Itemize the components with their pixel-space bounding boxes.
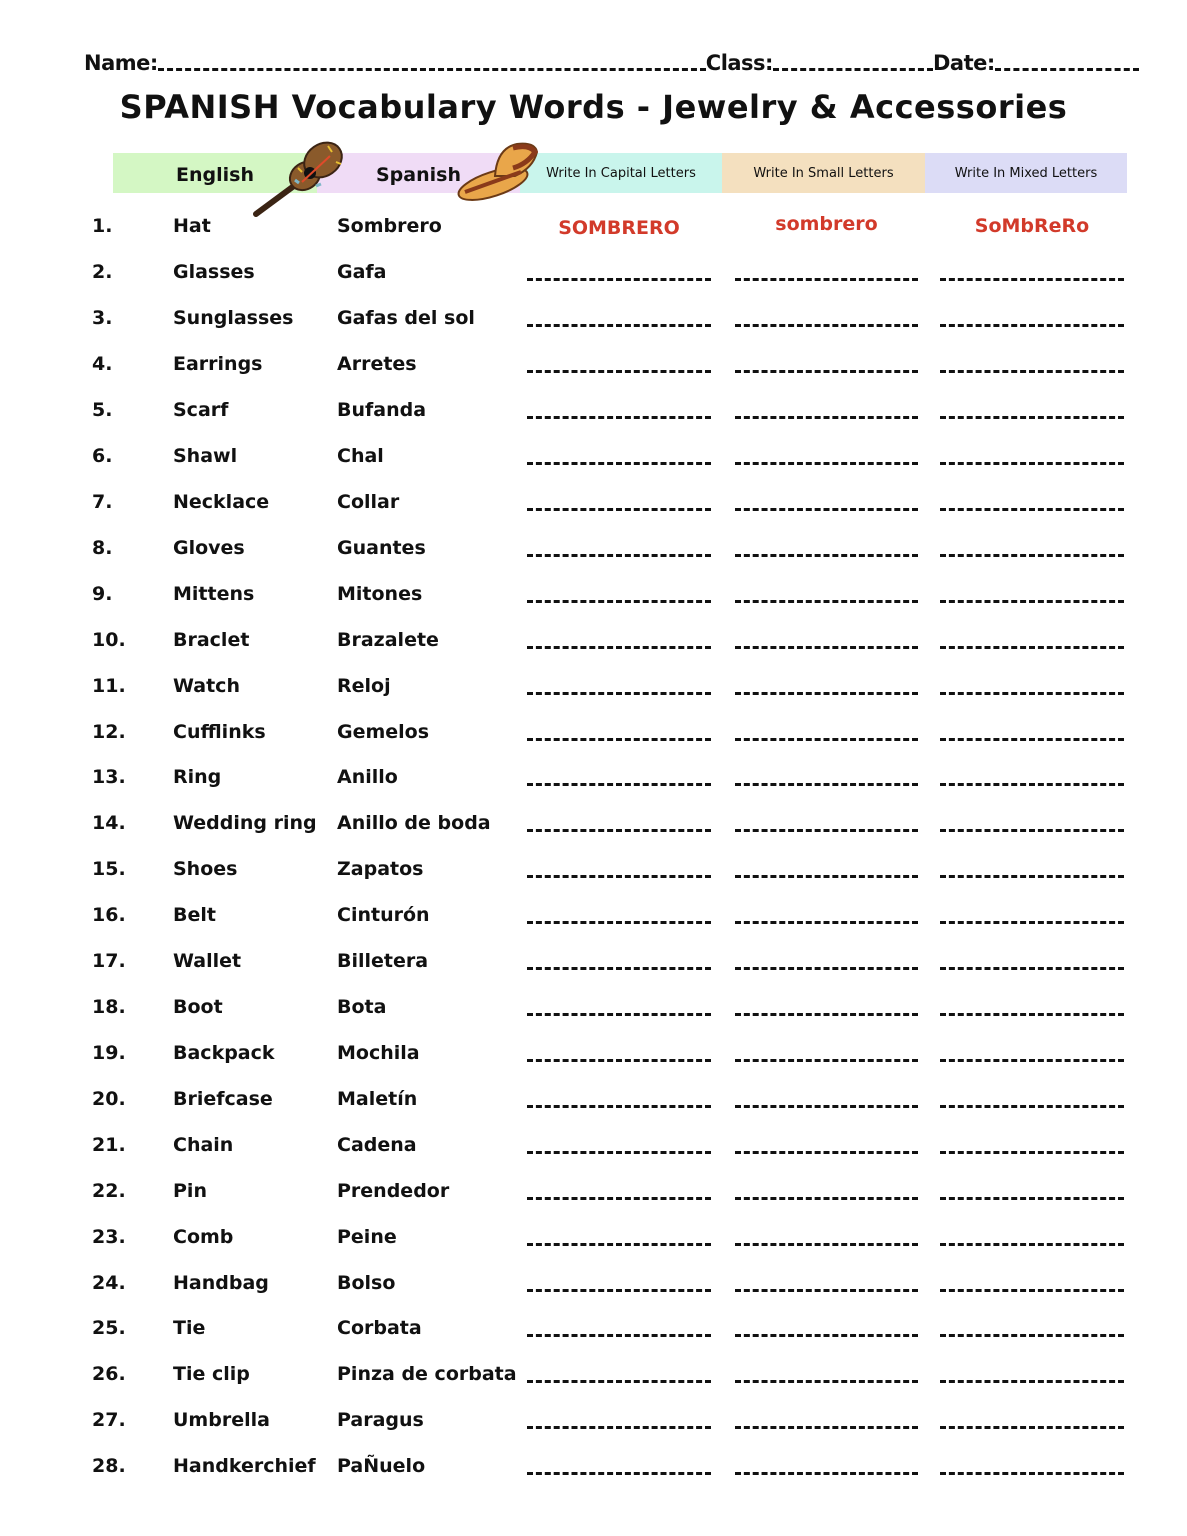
row-number: 9. [92,583,113,605]
spanish-word: Anillo [337,766,398,788]
table-row [0,619,1187,659]
small-answer-line[interactable] [735,1334,918,1337]
table-row [0,297,1187,337]
row-number: 6. [92,445,113,467]
mixed-answer-line[interactable] [940,278,1124,281]
english-word: Wedding ring [173,812,317,834]
capital-answer-line[interactable] [527,1472,711,1475]
row-number: 5. [92,399,113,421]
english-word: Shawl [173,445,238,467]
capital-answer-line[interactable] [527,738,711,741]
class-label: Class: [705,51,773,75]
row-number: 24. [92,1272,126,1294]
mixed-answer-line[interactable] [940,783,1124,786]
page-title: SPANISH Vocabulary Words - Jewelry & Accessories [119,88,1068,126]
table-row [0,481,1187,521]
small-answer-line[interactable] [735,1013,918,1016]
example-capital: SOMBRERO [558,217,680,239]
english-word: Briefcase [173,1088,273,1110]
small-answer-line[interactable] [735,738,918,741]
mixed-answer-line[interactable] [940,1380,1124,1383]
english-word: Scarf [173,399,229,421]
capital-answer-line[interactable] [527,554,711,557]
mixed-answer-line[interactable] [940,462,1124,465]
mixed-answer-line[interactable] [940,875,1124,878]
capital-answer-line[interactable] [527,1013,711,1016]
table-row [0,894,1187,934]
table-row [0,389,1187,429]
table-row [0,756,1187,796]
small-answer-line[interactable] [735,1059,918,1062]
spanish-word: Arretes [337,353,417,375]
table-row [0,848,1187,888]
spanish-word: Gemelos [337,721,430,743]
capital-answer-line[interactable] [527,324,711,327]
small-answer-line[interactable] [735,508,918,511]
english-word: Necklace [173,491,270,513]
date-field[interactable] [995,48,1139,71]
capital-answer-line[interactable] [527,1380,711,1383]
capital-answer-line[interactable] [527,783,711,786]
english-word: Boot [173,996,223,1018]
header-english: English [113,153,317,193]
row-number: 2. [92,261,113,283]
row-number: 12. [92,721,126,743]
row-number: 25. [92,1317,126,1339]
header-spanish: Spanish [317,153,520,193]
spanish-word: Cadena [337,1134,417,1156]
capital-answer-line[interactable] [527,967,711,970]
row-number: 8. [92,537,113,559]
row-number: 11. [92,675,126,697]
capital-answer-line[interactable] [527,829,711,832]
table-row [0,251,1187,291]
table-row [0,205,1187,245]
mixed-answer-line[interactable] [940,1289,1124,1292]
small-answer-line[interactable] [735,921,918,924]
row-number: 10. [92,629,126,651]
table-row [0,1445,1187,1485]
english-word: Shoes [173,858,238,880]
small-answer-line[interactable] [735,1380,918,1383]
mixed-answer-line[interactable] [940,1059,1124,1062]
small-answer-line[interactable] [735,600,918,603]
english-word: Watch [173,675,240,697]
table-row [0,435,1187,475]
mixed-answer-line[interactable] [940,370,1124,373]
small-answer-line[interactable] [735,462,918,465]
table-row [0,711,1187,751]
mixed-answer-line[interactable] [940,829,1124,832]
table-row [0,1124,1187,1164]
capital-answer-line[interactable] [527,1426,711,1429]
spanish-word: Zapatos [337,858,424,880]
capital-answer-line[interactable] [527,416,711,419]
spanish-word: Sombrero [337,215,442,237]
english-word: Sunglasses [173,307,294,329]
english-word: Comb [173,1226,234,1248]
spanish-word: Cinturón [337,904,430,926]
row-number: 14. [92,812,126,834]
mixed-answer-line[interactable] [940,738,1124,741]
capital-answer-line[interactable] [527,1243,711,1246]
row-number: 19. [92,1042,126,1064]
capital-answer-line[interactable] [527,1105,711,1108]
table-row [0,802,1187,842]
small-answer-line[interactable] [735,554,918,557]
spanish-word: Collar [337,491,400,513]
table-row [0,665,1187,705]
header-mixed: Write In Mixed Letters [925,153,1127,193]
student-info-line [84,48,1124,78]
mixed-answer-line[interactable] [940,692,1124,695]
english-word: Tie clip [173,1363,250,1385]
english-word: Wallet [173,950,242,972]
mixed-answer-line[interactable] [940,1151,1124,1154]
capital-answer-line[interactable] [527,462,711,465]
row-number: 23. [92,1226,126,1248]
spanish-word: Corbata [337,1317,422,1339]
english-word: Chain [173,1134,234,1156]
spanish-word: Peine [337,1226,397,1248]
table-row [0,1032,1187,1072]
capital-answer-line[interactable] [527,600,711,603]
small-answer-line[interactable] [735,1243,918,1246]
spanish-word: Paragus [337,1409,424,1431]
spanish-word: Gafa [337,261,387,283]
small-answer-line[interactable] [735,783,918,786]
capital-answer-line[interactable] [527,692,711,695]
mixed-answer-line[interactable] [940,921,1124,924]
header-capital: Write In Capital Letters [520,153,722,193]
row-number: 15. [92,858,126,880]
mixed-answer-line[interactable] [940,1472,1124,1475]
name-field[interactable] [158,48,706,71]
table-row [0,1399,1187,1439]
english-word: Ring [173,766,222,788]
row-number: 26. [92,1363,126,1385]
spanish-word: Brazalete [337,629,439,651]
english-word: Pin [173,1180,207,1202]
row-number: 17. [92,950,126,972]
example-mixed: SoMbReRo [974,215,1090,237]
name-label: Name: [84,51,158,75]
row-number: 20. [92,1088,126,1110]
mixed-answer-line[interactable] [940,600,1124,603]
class-field[interactable] [773,48,933,71]
small-answer-line[interactable] [735,1426,918,1429]
table-row [0,1353,1187,1393]
table-row [0,1262,1187,1302]
english-word: Hat [173,215,211,237]
small-answer-line[interactable] [735,370,918,373]
table-row [0,986,1187,1026]
small-answer-line[interactable] [735,967,918,970]
capital-answer-line[interactable] [527,1197,711,1200]
mixed-answer-line[interactable] [940,1105,1124,1108]
table-row [0,1216,1187,1256]
capital-answer-line[interactable] [527,278,711,281]
row-number: 3. [92,307,113,329]
english-word: Belt [173,904,216,926]
small-answer-line[interactable] [735,692,918,695]
english-word: Mittens [173,583,255,605]
mixed-answer-line[interactable] [940,646,1124,649]
english-word: Cufflinks [173,721,266,743]
spanish-word: Pinza de corbata [337,1363,517,1385]
spanish-word: Bufanda [337,399,427,421]
table-row [0,1170,1187,1210]
mixed-answer-line[interactable] [940,324,1124,327]
small-answer-line[interactable] [735,1289,918,1292]
mixed-answer-line[interactable] [940,416,1124,419]
english-word: Handbag [173,1272,269,1294]
mixed-answer-line[interactable] [940,1243,1124,1246]
english-word: Glasses [173,261,255,283]
spanish-word: Mitones [337,583,423,605]
row-number: 27. [92,1409,126,1431]
row-number: 21. [92,1134,126,1156]
example-small: sombrero [775,213,878,235]
row-number: 4. [92,353,113,375]
english-word: Handkerchief [173,1455,316,1477]
small-answer-line[interactable] [735,875,918,878]
spanish-word: Mochila [337,1042,420,1064]
capital-answer-line[interactable] [527,508,711,511]
mixed-answer-line[interactable] [940,1013,1124,1016]
english-word: Gloves [173,537,245,559]
english-word: Earrings [173,353,263,375]
capital-answer-line[interactable] [527,646,711,649]
capital-answer-line[interactable] [527,1289,711,1292]
small-answer-line[interactable] [735,416,918,419]
spanish-word: Bolso [337,1272,396,1294]
small-answer-line[interactable] [735,1105,918,1108]
capital-answer-line[interactable] [527,1334,711,1337]
row-number: 7. [92,491,113,513]
capital-answer-line[interactable] [527,1151,711,1154]
spanish-word: PaÑuelo [337,1455,426,1477]
capital-answer-line[interactable] [527,875,711,878]
mixed-answer-line[interactable] [940,554,1124,557]
row-number: 28. [92,1455,126,1477]
mixed-answer-line[interactable] [940,1197,1124,1200]
spanish-word: Reloj [337,675,391,697]
spanish-word: Anillo de boda [337,812,491,834]
table-row [0,1307,1187,1347]
mixed-answer-line[interactable] [940,1334,1124,1337]
capital-answer-line[interactable] [527,921,711,924]
english-word: Tie [173,1317,206,1339]
row-number: 16. [92,904,126,926]
table-row [0,343,1187,383]
small-answer-line[interactable] [735,278,918,281]
spanish-word: Billetera [337,950,429,972]
small-answer-line[interactable] [735,646,918,649]
small-answer-line[interactable] [735,1472,918,1475]
table-row [0,1078,1187,1118]
small-answer-line[interactable] [735,1197,918,1200]
spanish-word: Bota [337,996,387,1018]
header-small: Write In Small Letters [722,153,925,193]
capital-answer-line[interactable] [527,1059,711,1062]
date-label: Date: [932,51,995,75]
english-word: Backpack [173,1042,275,1064]
row-number: 13. [92,766,126,788]
mixed-answer-line[interactable] [940,1426,1124,1429]
spanish-word: Gafas del sol [337,307,475,329]
capital-answer-line[interactable] [527,370,711,373]
row-number: 1. [92,215,113,237]
row-number: 22. [92,1180,126,1202]
small-answer-line[interactable] [735,324,918,327]
table-row [0,527,1187,567]
spanish-word: Guantes [337,537,426,559]
mixed-answer-line[interactable] [940,508,1124,511]
spanish-word: Maletín [337,1088,418,1110]
english-word: Umbrella [173,1409,270,1431]
spanish-word: Chal [337,445,384,467]
english-word: Braclet [173,629,250,651]
table-row [0,940,1187,980]
table-row [0,573,1187,613]
small-answer-line[interactable] [735,1151,918,1154]
sombrero-icon [455,138,545,202]
row-number: 18. [92,996,126,1018]
mixed-answer-line[interactable] [940,967,1124,970]
small-answer-line[interactable] [735,829,918,832]
spanish-word: Prendedor [337,1180,450,1202]
